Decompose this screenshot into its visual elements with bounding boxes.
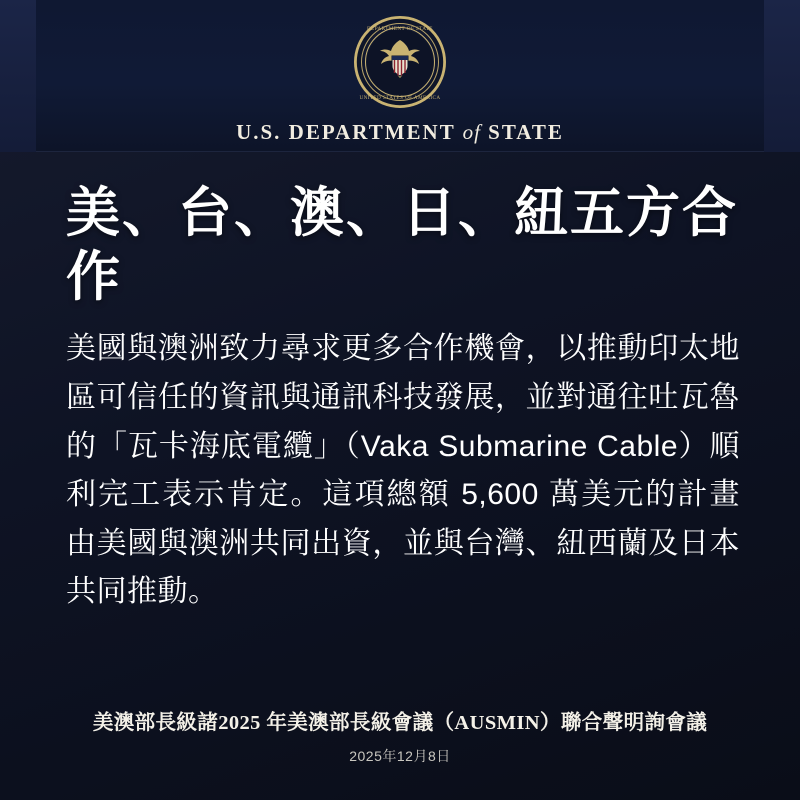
header-stripe-right [764,0,800,152]
us-department-of-state-seal-icon [354,16,446,108]
body-paragraph: 美國與澳洲致力尋求更多合作機會，以推動印太地區可信任的資訊與通訊科技發展，並對通往吐瓦魯的「瓦卡海底電纜」（Vaka Submarine Cable）順利完工表示肯定。這項總額 5,600 萬美元的計畫由美國與澳洲共同出資，並與台灣、紐西蘭及日本共同推動。 [66,332,740,609]
headline: 美、台、澳、日、紐五方合作 [66,183,738,307]
header-stripe-left [0,0,36,152]
department-title [236,120,564,145]
publish-date: 2025年12月8日 [349,748,451,764]
department-title-tail: STATE [488,120,564,144]
department-title-of: of [462,120,481,144]
svg-text:DEPARTMENT OF STATE: DEPARTMENT OF STATE [367,26,433,32]
content-body [0,152,800,800]
footer [56,705,744,800]
svg-text:UNITED STATES OF AMERICA: UNITED STATES OF AMERICA [359,95,441,101]
department-title-main: U.S. DEPARTMENT [236,120,456,144]
header-banner [0,0,800,152]
source-citation: 美澳部長級諸2025 年美澳部長級會議（AUSMIN）聯合聲明詢會議 [92,712,708,734]
